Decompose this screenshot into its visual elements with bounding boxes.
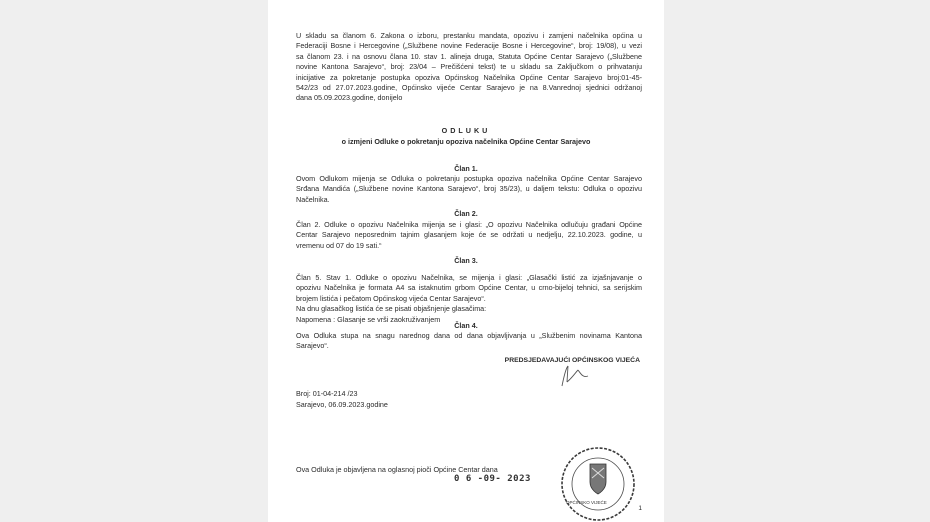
- preamble: [296, 31, 642, 104]
- article-line: opozivu Načelnika je formata A4 sa istaknutim grbom Općine Centar, u crno-bijeloj tehnici, sa serijskim: [296, 283, 642, 293]
- preamble-line: dana 05.09.2023.godine, donijelo: [296, 93, 403, 103]
- footer-note: Ova Odluka je objavljena na oglasnoj pioči Općine Centar dana: [296, 465, 498, 474]
- article-line: brojem listića i pečatom Općinskog vijeća Centar Sarajevo“.: [296, 293, 486, 303]
- article-line: Ova Odluka stupa na snagu narednog dana od dana objavljivanja u „Službenim novinama Kantona: [296, 331, 642, 340]
- article-heading: Član 4.: [454, 321, 478, 330]
- article-heading: Član 3.: [454, 256, 478, 265]
- page-number: 1: [638, 505, 642, 512]
- place-date: Sarajevo, 06.09.2023.godine: [296, 400, 388, 409]
- seal-lettering: OPĆINSKO VIJEĆE: [566, 500, 607, 505]
- article-body: [296, 220, 642, 251]
- document-page: [268, 0, 664, 522]
- article-heading: Član 2.: [454, 209, 478, 218]
- preamble-line: Federaciji Bosne i Hercegovine („Službene novine Federacije Bosne i Hercegovine“, broj: 19/08), u vezi: [296, 41, 642, 51]
- document-number: Broj: 01-04-214 /23: [296, 389, 358, 398]
- article-line: Član 2. Odluke o opozivu Načelnika mijenja se i glasi: „O opozivu Načelnika odlučuju građani Općine: [296, 220, 642, 229]
- preamble-line: U skladu sa članom 6. Zakona o izboru, prestanku mandata, opozivu i zamjeni načelnika općina u: [296, 31, 642, 40]
- article-line: Ovom Odlukom mijenja se Odluka o pokretanju postupka opoziva načelnika Općine Centar Sarajevo: [296, 174, 642, 183]
- preamble-line: novine Kantona Sarajevo“, broj: 23/04 – Prečišćeni tekst) te u skladu sa Zaključkom o prihvatanju: [296, 62, 642, 72]
- article-line: Član 5. Stav 1. Odluke o opozivu Načelnika, se mijenja i glasi: „Glasački listić za izjašnjavanje o: [296, 273, 642, 282]
- article-line: vremenu od 07 do 19 sati.“: [296, 240, 382, 250]
- document-title: ODLUKU: [441, 126, 491, 135]
- stamp-date: 0 6 -09- 2023: [454, 474, 531, 484]
- handwritten-signature: [548, 364, 608, 390]
- preamble-line: 542/23 od 27.07.2023.godine, Općinsko vijeće Centar Sarajevo je na 8.Vanrednoj sjednici održanoj: [296, 83, 642, 93]
- article-line: Srđana Mandića („Službene novine Kantona Sarajevo“, broj 35/23), u daljem tekstu: Odluka o opozivu: [296, 184, 642, 194]
- official-seal: [546, 442, 642, 522]
- article-line: Na dnu glasačkog listića će se pisati objašnjenje glasačima:: [296, 304, 487, 314]
- document-subtitle: o izmjeni Odluke o pokretanju opoziva načelnika Općine Centar Sarajevo: [341, 137, 591, 146]
- article-line: Sarajevo“.: [296, 341, 329, 351]
- article-body: [296, 273, 642, 325]
- article-body: [296, 174, 642, 205]
- article-heading: Član 1.: [454, 164, 478, 173]
- article-body: [296, 331, 642, 352]
- preamble-line: sa članom 23. i na osnovu člana 10. stav 1. alineja druga, Statuta Općine Centar Sarajevo („Službene: [296, 51, 642, 61]
- signature-block: PREDSJEDAVAJUĆI OPĆINSKOG VIJEĆA: [504, 357, 640, 364]
- preamble-line: inicijative za pokretanje postupka opoziva Općinskog Načelnika Općine Centar Sarajevo broj:01-45-: [296, 72, 642, 82]
- article-line: Centar Sarajevo neposrednim tajnim glasanjem koje će se održati u nedjelju, 22.10.2023. godine, u: [296, 230, 642, 240]
- article-line: Načelnika.: [296, 194, 330, 204]
- article-line: Napomena : Glasanje se vrši zaokruživanjem: [296, 314, 441, 324]
